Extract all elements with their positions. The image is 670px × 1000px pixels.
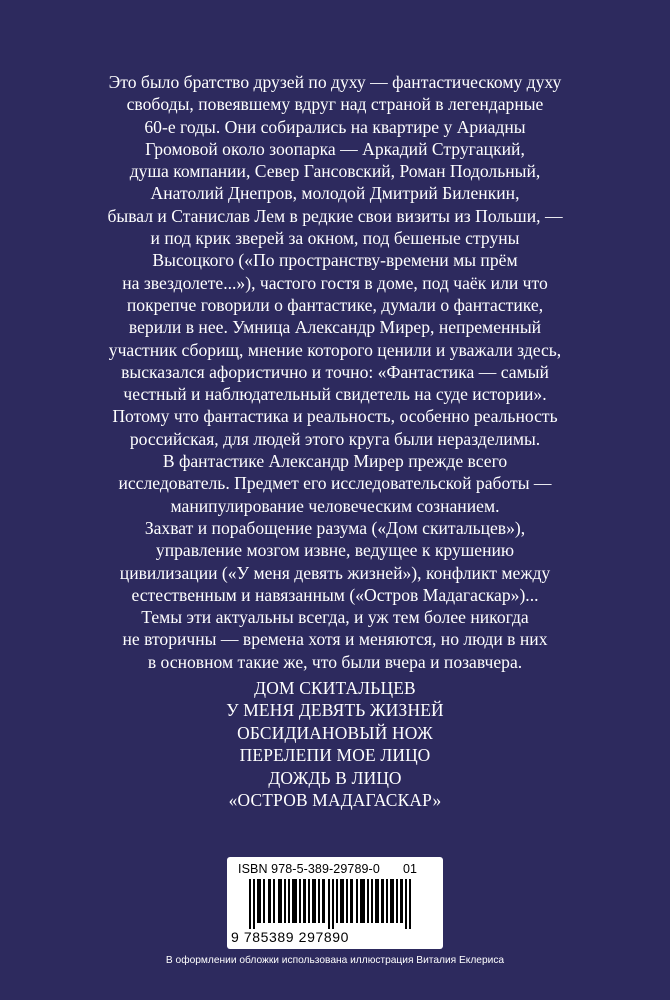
blurb-line: управление мозгом извне, ведущее к крушению [155, 540, 515, 561]
blurb-line: на звездолете...»), частого гостя в доме, под чаёк или что [122, 272, 548, 293]
contents-title: У МЕНЯ ДЕВЯТЬ ЖИЗНЕЙ [226, 700, 444, 721]
blurb-line: Анатолий Днепров, молодой Дмитрий Биленкин, [150, 183, 520, 204]
isbn-number: ISBN 978-5-389-29789-0 [238, 862, 380, 876]
cover-illustration-credit: В оформлении обложки использована иллюстрация Виталия Еклериса [165, 955, 505, 966]
blurb-line: российская, для людей этого круга были неразделимы. [129, 428, 541, 449]
contents-title: «ОСТРОВ МАДАГАСКАР» [228, 790, 442, 811]
blurb-line: Темы эти актуальны всегда, и уж тем более никогда [141, 607, 529, 628]
blurb-line: участник сборищ, мнение которого ценили и уважали здесь, [108, 339, 562, 360]
barcode-bars-icon [241, 879, 427, 929]
blurb-line: естественным и навязанным («Остров Мадагаскар»)... [131, 584, 539, 605]
blurb-line: Высоцкого («По пространству-времени мы прём [152, 250, 518, 271]
blurb-line: В фантастике Александр Мирер прежде всего [162, 451, 508, 472]
blurb-line: честный и наблюдательный свидетель на суде истории». [123, 384, 547, 405]
blurb-line: 60-е годы. Они собирались на квартире у Ариадны [144, 116, 526, 137]
blurb-line: исследователь. Предмет его исследовательской работы — [118, 473, 552, 494]
blurb-line: душа компании, Север Гансовский, Роман Подольный, [129, 161, 541, 182]
isbn-barcode [227, 857, 443, 949]
blurb-line: свободы, повеявшему вдруг над страной в легендарные [126, 94, 544, 115]
blurb-line: покрепче говорили о фантастике, думали о фантастике, [126, 294, 544, 315]
blurb-line: верили в нее. Умница Александр Мирер, непременный [128, 317, 542, 338]
blurb-line: бывал и Станислав Лем в редкие свои визиты из Польши, — [107, 205, 563, 226]
contents-title: ДОЖДЬ В ЛИЦО [268, 767, 402, 788]
blurb-line: и под крик зверей за окном, под бешеные струны [150, 228, 520, 249]
blurb-text [70, 71, 600, 673]
blurb-line: высказался афористично и точно: «Фантастика — самый [121, 361, 549, 382]
blurb-line: Громовой около зоопарка — Аркадий Стругацкий, [145, 138, 525, 159]
contents-list [100, 677, 570, 811]
contents-title: ПЕРЕЛЕПИ МОЕ ЛИЦО [239, 745, 431, 766]
blurb-line: цивилизации («У меня девять жизней»), конфликт между [119, 562, 551, 583]
blurb-line: Захват и порабощение разума («Дом скитальцев»), [144, 517, 526, 538]
isbn-addon: 01 [403, 862, 417, 876]
blurb-line: манипулирование человеческим сознанием. [170, 495, 500, 516]
ean-digits: 9 785389 297890 [231, 929, 349, 945]
contents-title: ОБСИДИАНОВЫЙ НОЖ [237, 722, 433, 743]
blurb-line: в основном такие же, что были вчера и позавчера. [147, 651, 523, 672]
blurb-line: не вторичны — времена хотя и меняются, но люди в них [122, 629, 548, 650]
blurb-line: Потому что фантастика и реальность, особенно реальность [112, 406, 558, 427]
blurb-line: Это было братство друзей по духу — фантастическому духу [108, 72, 562, 92]
contents-title: ДОМ СКИТАЛЬЦЕВ [254, 678, 416, 698]
